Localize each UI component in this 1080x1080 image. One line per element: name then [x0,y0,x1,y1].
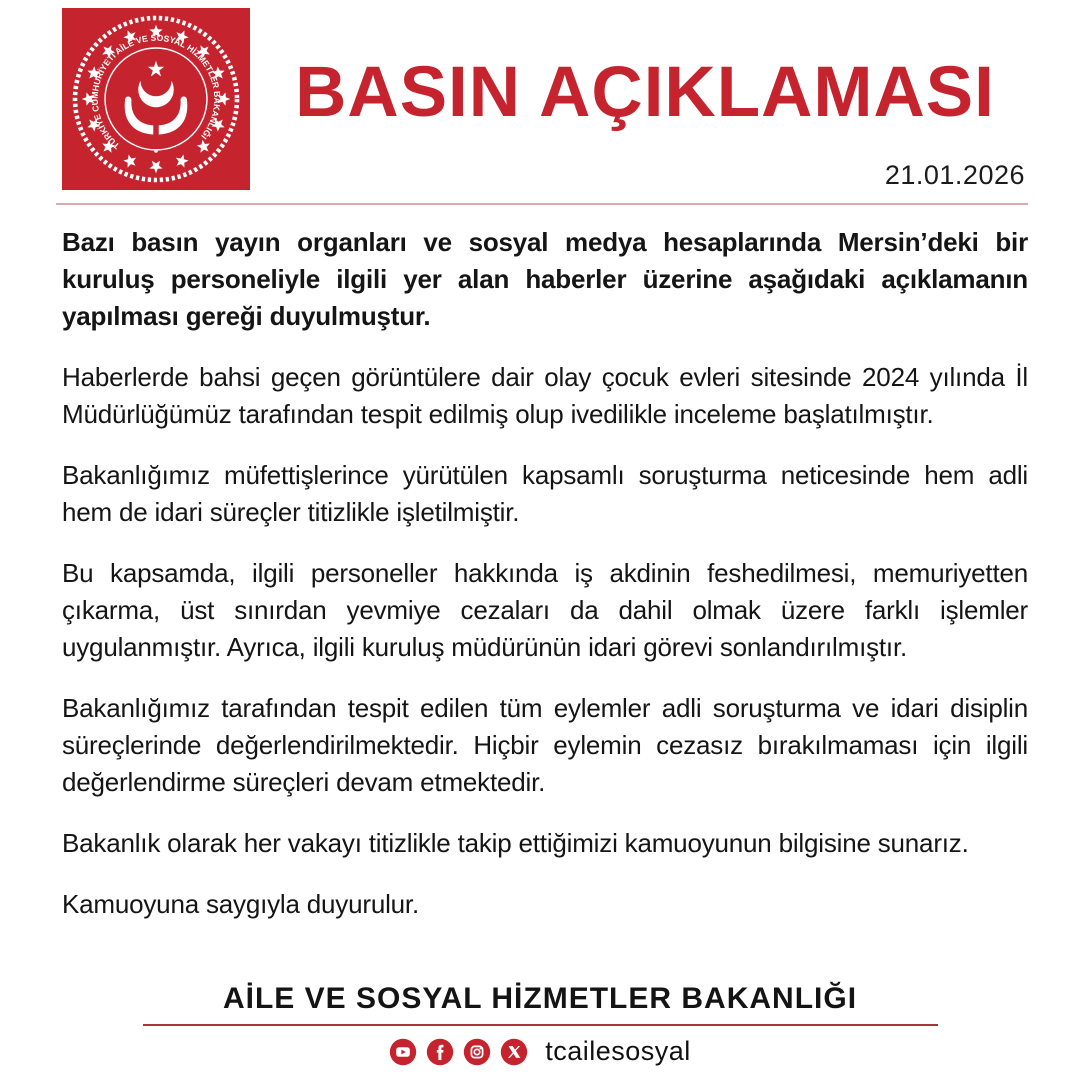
press-release-body [62,224,1028,947]
page-title: BASIN AÇIKLAMASI [295,53,995,132]
ministry-logo [62,8,250,190]
crescent-icon [138,81,173,107]
ring-dot [154,149,158,153]
social-row [0,1036,1080,1067]
ministry-name: AİLE VE SOSYAL HİZMETLER BAKANLIĞI [222,982,858,1015]
footer-divider [143,1024,938,1026]
social-handle: tcailesosyal [545,1036,691,1066]
header-divider [56,203,1028,205]
ring-text: TÜRKİYE CUMHURİYETİ AİLE VE SOSYAL HİZMETLER BAKANLIĞI [89,32,223,152]
x-icon[interactable] [500,1038,528,1066]
paragraph-intro: Bazı basın yayın organları ve sosyal medya hesaplarında Mersin’deki bir kuruluş personeliyle ilgili yer alan haberler üzerine aşağıdaki açıklamanın yapılması gereği duyulmuştur. [62,227,1028,331]
instagram-icon[interactable] [463,1038,491,1066]
paragraph-closing: Kamuoyuna saygıyla duyurulur. [62,889,419,919]
ministry-emblem-icon [62,8,250,190]
footer [0,982,1080,1067]
paragraph: Bakanlığımız tarafından tespit edilen tüm eylemler adli soruşturma ve idari disiplin süreçlerinde değerlendirilmektedir. Hiçbir eylemin cezasız bırakılmaması için ilgili değerlendirme süreçleri devam etmektedir. [62,693,1028,797]
center-star-icon [148,61,164,77]
youtube-icon[interactable] [389,1038,417,1066]
paragraph: Bakanlık olarak her vakayı titizlikle takip ettiğimizi kamuoyunun bilgisine sunarız. [62,828,969,858]
paragraph: Bakanlığımız müfettişlerince yürütülen kapsamlı soruşturma neticesinde hem adli hem de idari süreçler titizlikle işletilmiştir. [62,460,1028,527]
paragraph: Bu kapsamda, ilgili personeller hakkında iş akdinin feshedilmesi, memuriyetten çıkarma, üst sınırdan yevmiye cezaları da dahil olmak üzere farklı işlemler uygulanmıştır. Ayrıca, ilgili kuruluş müdürünün idari görevi sonlandırılmıştır. [62,558,1028,662]
facebook-icon[interactable] [426,1038,454,1066]
press-date: 21.01.2026 [884,160,1025,190]
paragraph: Haberlerde bahsi geçen görüntülere dair olay çocuk evleri sitesinde 2024 yılında İl Müdürlüğümüz tarafından tespit edilmiş olup ivedilikle inceleme başlatılmıştır. [62,362,1028,429]
